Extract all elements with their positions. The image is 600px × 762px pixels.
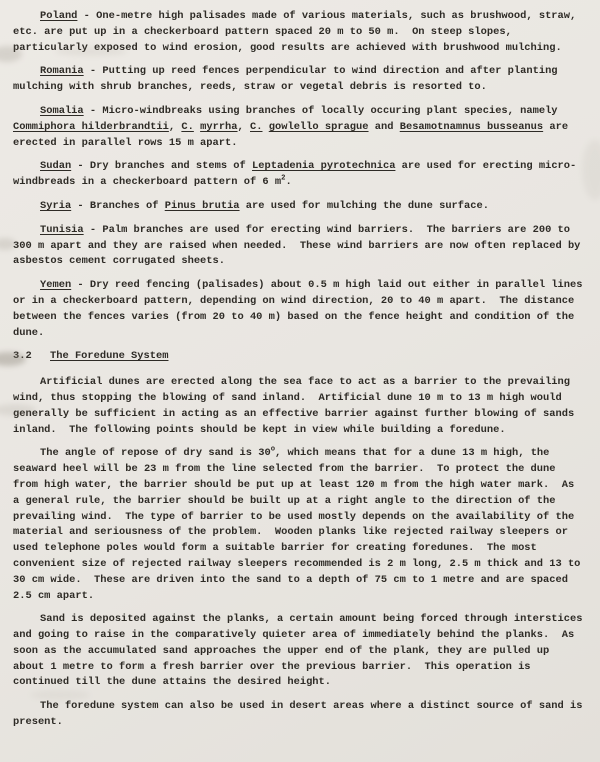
text-run: are used for erecting micro-windbreads in a checkerboard pattern of 6 m bbox=[13, 160, 577, 189]
paragraph bbox=[13, 699, 589, 731]
text-run: Sand is deposited against the planks, a certain amount being forced through interstices and going to raise in the comparatively quieter area of immediately behind the planks. As soon as the accumulated sand approaches the upper end of the plank, they are pulled up about 1 metre to form a fresh barrier over the previous barrier. This operation is continued till the dune attains the desired height. bbox=[13, 613, 589, 689]
text-run: . bbox=[285, 176, 292, 189]
text-run: The angle of repose of dry sand is 30 bbox=[40, 447, 271, 460]
text-run: are used for mulching the dune surface. bbox=[239, 199, 489, 212]
text-run: - Branches of bbox=[71, 199, 165, 212]
underlined-term: C. bbox=[250, 120, 263, 133]
paragraph bbox=[13, 104, 585, 151]
section-title: The Foredune System bbox=[50, 350, 169, 363]
text-run: - Palm branches are used for erecting wind barriers. The barriers are 200 to 300 m apart and they are raised when needed. These wind barriers are now often replaced by asbestos cement corrugated sheets. bbox=[13, 223, 587, 268]
underlined-term: Yemen bbox=[40, 279, 72, 292]
text-run: The foredune system can also be used in desert areas where a distinct source of sand is present. bbox=[13, 700, 589, 729]
underlined-term: Tunisia bbox=[40, 223, 84, 236]
text-run: , bbox=[237, 120, 251, 133]
superscript: 2 bbox=[281, 174, 286, 183]
underlined-term: Syria bbox=[40, 199, 72, 212]
underlined-term: C. bbox=[181, 120, 194, 133]
paragraph bbox=[13, 223, 585, 270]
paragraph bbox=[13, 612, 589, 691]
underlined-term: Somalia bbox=[40, 104, 84, 117]
text-run: , which means that for a dune 13 m high, the seaward heel will be 23 m from the line selected from the barrier. To protect the dune from high water, the barrier should be put up at least 120 m from the high water mark. As a general rule, the barrier should be built up at a right angle to the direction of the prevailing wind. The type of barrier to be used mostly depends on the availability of the material and seriousness of the problem. Wooden planks like rejected railway sleepers or used telephone poles would form a suitable barrier for creating foredunes. The most convenient size of rejected railway sleepers recommended is 2 m long, 2.5 m thick and 13 to 30 cm wide. These are driven into the sand to a depth of 75 cm to 1 metre and are spaced 2.5 cm apart. bbox=[13, 447, 587, 602]
document-body bbox=[13, 9, 589, 731]
underlined-term: Sudan bbox=[40, 160, 72, 173]
underlined-term: Romania bbox=[40, 65, 84, 78]
paragraph bbox=[13, 159, 585, 191]
text-run: - Dry reed fencing (palisades) about 0.5 m high laid out either in parallel lines or in a checkerboard pattern, depending on wind direction, 20 to 40 m apart. The distance between the fences varies (from 20 to 40 m) based on the fence height and condition of the dune. bbox=[13, 279, 589, 339]
underlined-term: Pinus brutia bbox=[164, 199, 240, 212]
paragraph bbox=[13, 9, 585, 56]
paragraph bbox=[13, 64, 585, 96]
paragraph bbox=[13, 375, 585, 438]
text-run: are erected in parallel rows 15 m apart. bbox=[13, 120, 575, 149]
underlined-term: Leptadenia pyrotechnica bbox=[252, 160, 396, 173]
text-run: - Putting up reed fences perpendicular to wind direction and after planting mulching with shrub branches, reeds, straw or vegetal debris is resorted to. bbox=[13, 65, 564, 94]
underlined-term: Besamotnamnus busseanus bbox=[399, 120, 544, 133]
underlined-term: Poland bbox=[40, 10, 78, 22]
text-run: - Dry branches and stems of bbox=[71, 160, 253, 173]
section-number: 3.2 bbox=[13, 350, 32, 363]
paragraph bbox=[13, 446, 585, 604]
text-run: , bbox=[168, 120, 182, 133]
underlined-term: Commiphora hilderbrandtii bbox=[13, 120, 169, 133]
underlined-term: gowlello sprague bbox=[268, 120, 369, 133]
superscript: o bbox=[270, 445, 276, 454]
text-run: and bbox=[368, 120, 400, 133]
text-run: - One-metre high palisades made of various materials, such as brushwood, straw, etc. are put up in a checkerboard pattern spaced 20 m to 50 m. On steep slopes, particularly exposed to wind erosion, good results are achieved with brushwood mulching. bbox=[13, 10, 583, 54]
text-run: - Micro-windbreaks using branches of locally occuring plant species, namely bbox=[83, 104, 564, 117]
paragraph bbox=[13, 278, 589, 341]
text-run: Artificial dunes are erected along the sea face to act as a barrier to the prevailing wind, thus stopping the blowing of sand inland. Artificial dune 10 m to 13 m high would generally be sufficient in acting as an effective barrier against further blowing of sands inland. The following points should be kept in view while building a foredune. bbox=[13, 376, 581, 436]
section-heading bbox=[13, 349, 585, 365]
paragraph bbox=[13, 199, 585, 215]
underlined-term: myrrha bbox=[200, 120, 238, 133]
